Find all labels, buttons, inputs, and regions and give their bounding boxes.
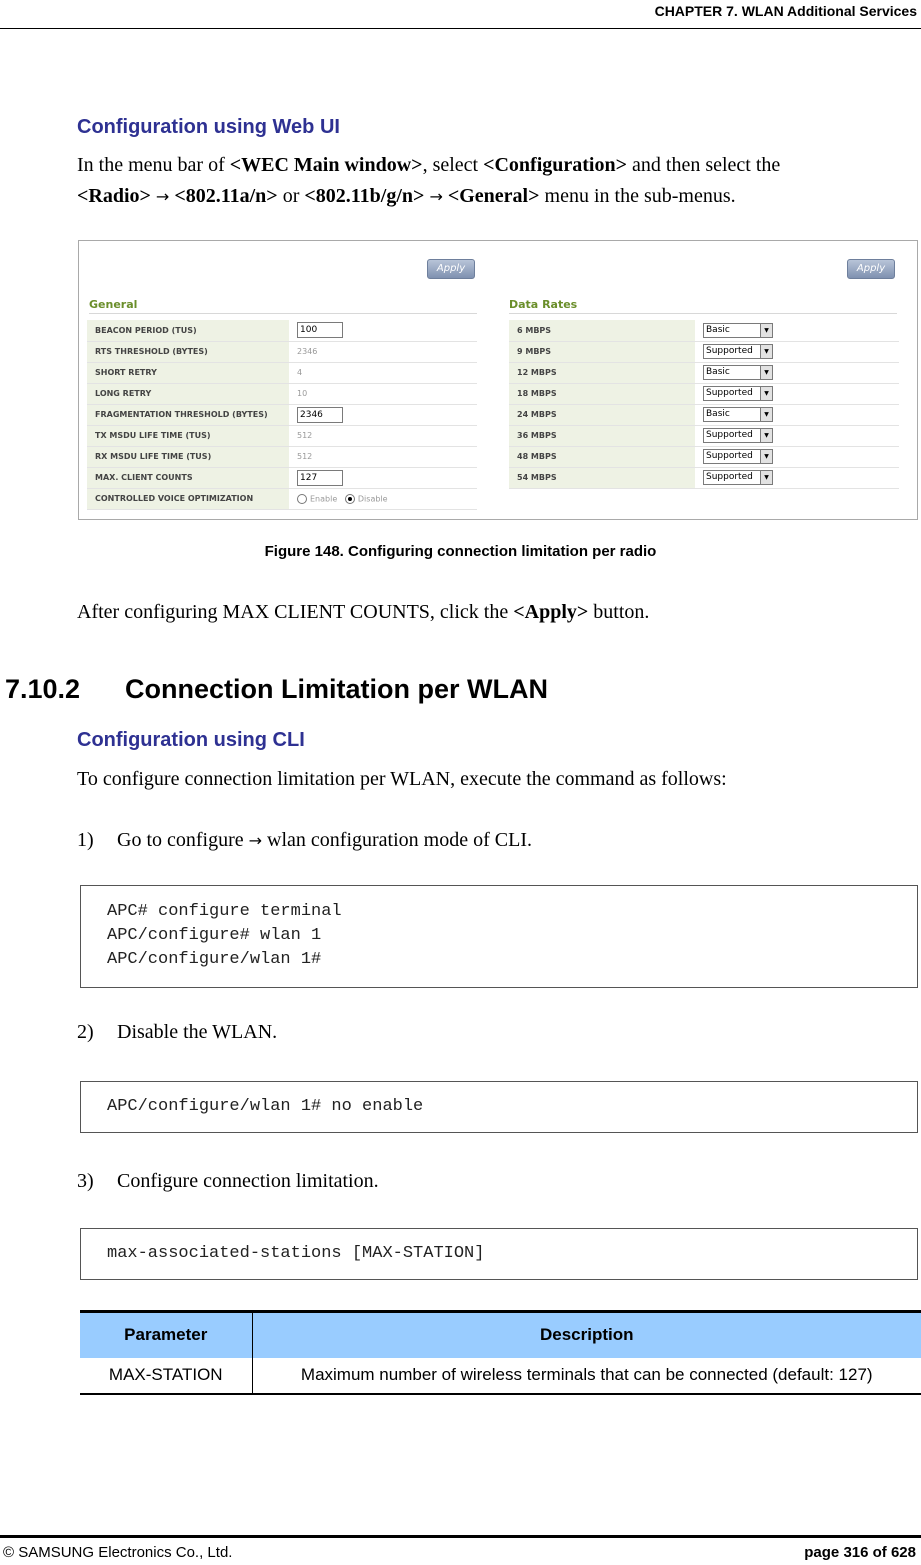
beacon-period-input[interactable]: 100 <box>297 322 343 338</box>
rate-48-select[interactable]: Supported ▼ <box>703 449 773 464</box>
short-retry-value: 4 <box>289 362 477 383</box>
rate-54-select[interactable]: Supported ▼ <box>703 470 773 485</box>
chapter-title: CHAPTER 7. WLAN Additional Services <box>654 3 917 19</box>
cli-heading: Configuration using CLI <box>77 729 305 751</box>
code-block-2: APC/configure/wlan 1# no enable <box>80 1081 918 1133</box>
web-ui-intro: In the menu bar of <WEC Main window>, select <Configuration> and then select the <Radio> → <802.11a/n> or <802.11b/g/n> → <General> menu in the sub-menus. <box>77 154 781 207</box>
table-cell: MAX-STATION <box>80 1358 252 1394</box>
figure-caption: Figure 148. Configuring connection limitation per radio <box>264 543 657 560</box>
table-row: FRAGMENTATION THRESHOLD (BYTES) 2346 <box>87 404 477 425</box>
table-row: 54 MBPS Supported ▼ <box>509 467 899 488</box>
section-number: 7.10.2 <box>5 674 81 704</box>
chevron-down-icon: ▼ <box>760 387 772 400</box>
table-row: BEACON PERIOD (TUS) 100 <box>87 320 477 341</box>
table-cell: Maximum number of wireless terminals that can be connected (default: 127) <box>252 1358 921 1394</box>
divider <box>89 313 477 314</box>
rate-12-select[interactable]: Basic ▼ <box>703 365 773 380</box>
chevron-down-icon: ▼ <box>760 345 772 358</box>
table-row: 6 MBPS Basic ▼ <box>509 320 899 341</box>
apply-button-data-rates[interactable]: Apply <box>847 259 895 279</box>
step-2: 2) Disable the WLAN. <box>77 1021 278 1043</box>
column-header: Parameter <box>80 1312 252 1358</box>
rate-18-select[interactable]: Supported ▼ <box>703 386 773 401</box>
table-header-row <box>80 1312 921 1358</box>
radio-config-screenshot <box>78 240 918 520</box>
copyright: © SAMSUNG Electronics Co., Ltd. <box>3 1544 233 1561</box>
table-row: 12 MBPS Basic ▼ <box>509 362 899 383</box>
step-1: 1) Go to configure → wlan configuration mode of CLI. <box>77 829 532 851</box>
arrow-right-icon: → <box>248 831 263 850</box>
table-row: 36 MBPS Supported ▼ <box>509 425 899 446</box>
table-row <box>80 1358 921 1394</box>
section-heading <box>5 674 548 705</box>
column-header: Description <box>252 1312 921 1358</box>
tx-msdu-value: 512 <box>289 425 477 446</box>
table-row: RTS THRESHOLD (BYTES) 2346 <box>87 341 477 362</box>
rate-9-select[interactable]: Supported ▼ <box>703 344 773 359</box>
rate-36-select[interactable]: Supported ▼ <box>703 428 773 443</box>
after-config-text: After configuring MAX CLIENT COUNTS, click the <Apply> button. <box>77 601 650 623</box>
rate-24-select[interactable]: Basic ▼ <box>703 407 773 422</box>
code-block-1: APC# configure terminal APC/configure# wlan 1 APC/configure/wlan 1# <box>80 885 918 988</box>
table-row: MAX. CLIENT COUNTS 127 <box>87 467 477 488</box>
long-retry-value: 10 <box>289 383 477 404</box>
fragmentation-threshold-input[interactable]: 2346 <box>297 407 343 423</box>
general-section-title: General <box>89 298 138 311</box>
page-footer <box>0 1535 921 1565</box>
web-ui-heading: Configuration using Web UI <box>77 116 340 138</box>
chevron-down-icon: ▼ <box>760 408 772 421</box>
section-title: Connection Limitation per WLAN <box>125 674 548 704</box>
apply-button-general[interactable]: Apply <box>427 259 475 279</box>
rts-threshold-value: 2346 <box>289 341 477 362</box>
cli-intro: To configure connection limitation per WLAN, execute the command as follows: <box>77 768 727 790</box>
page-number: page 316 of 628 <box>804 1544 916 1561</box>
step-3: 3) Configure connection limitation. <box>77 1170 379 1192</box>
table-row: TX MSDU LIFE TIME (TUS) 512 <box>87 425 477 446</box>
rx-msdu-value: 512 <box>289 446 477 467</box>
table-row: 48 MBPS Supported ▼ <box>509 446 899 467</box>
arrow-right-icon: → <box>155 187 170 206</box>
arrow-right-icon: → <box>429 187 443 206</box>
parameter-table <box>80 1310 921 1395</box>
code-block-3: max-associated-stations [MAX-STATION] <box>80 1228 918 1280</box>
max-client-counts-input[interactable]: 127 <box>297 470 343 486</box>
chevron-down-icon: ▼ <box>760 366 772 379</box>
rate-6-select[interactable]: Basic ▼ <box>703 323 773 338</box>
divider <box>509 313 897 314</box>
chevron-down-icon: ▼ <box>760 324 772 337</box>
table-row: RX MSDU LIFE TIME (TUS) 512 <box>87 446 477 467</box>
table-row: 9 MBPS Supported ▼ <box>509 341 899 362</box>
chevron-down-icon: ▼ <box>760 471 772 484</box>
chevron-down-icon: ▼ <box>760 429 772 442</box>
table-row: LONG RETRY 10 <box>87 383 477 404</box>
table-row: CONTROLLED VOICE OPTIMIZATION Enable Disable <box>87 488 477 509</box>
general-settings-table <box>87 320 477 510</box>
disable-radio[interactable] <box>345 494 355 504</box>
data-rates-section-title: Data Rates <box>509 298 578 311</box>
table-row: 24 MBPS Basic ▼ <box>509 404 899 425</box>
table-row: SHORT RETRY 4 <box>87 362 477 383</box>
page-header <box>0 0 921 29</box>
enable-radio[interactable] <box>297 494 307 504</box>
table-row: 18 MBPS Supported ▼ <box>509 383 899 404</box>
data-rates-table <box>509 320 899 489</box>
chevron-down-icon: ▼ <box>760 450 772 463</box>
